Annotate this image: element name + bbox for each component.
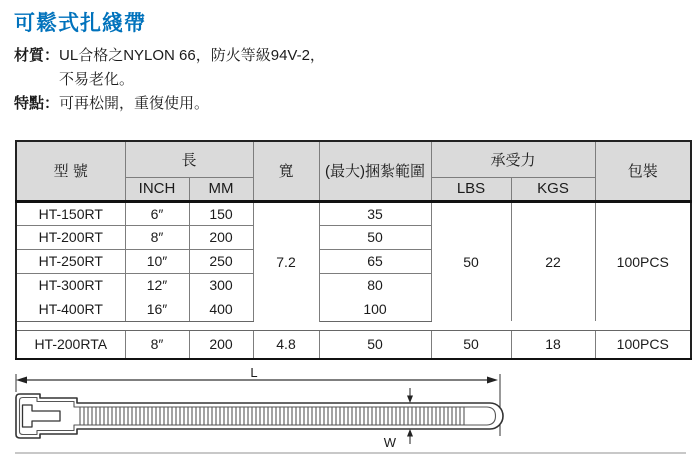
header-kgs: KGS: [511, 177, 595, 201]
cell-mm: 150: [189, 201, 253, 225]
cell-model: HT-300RT: [16, 273, 125, 297]
cell-mm: 250: [189, 249, 253, 273]
w-arrowhead-top: [407, 396, 413, 404]
w-arrowhead-bottom: [407, 429, 413, 437]
cell-range: 35: [319, 201, 431, 225]
header-lbs: LBS: [431, 177, 511, 201]
cell-mm: 400: [189, 297, 253, 321]
feature-label: 特點：: [14, 95, 60, 112]
cell-range: 100: [319, 297, 431, 321]
cell-packing-merged: 100PCS: [616, 253, 669, 270]
cell-mm: 300: [189, 273, 253, 297]
header-range: (最大)捆紮範圍: [319, 141, 431, 201]
material-text: [59, 44, 325, 92]
cell-width: 4.8: [253, 330, 319, 359]
cell-model: HT-150RT: [16, 201, 125, 225]
l-arrowhead-right: [487, 377, 498, 384]
cell-kgs-merged: 22: [511, 201, 595, 321]
feature-text: [59, 92, 209, 116]
header-model: 型 號: [16, 141, 125, 201]
cell-inch: 10″: [125, 249, 189, 273]
cell-inch: 6″: [125, 201, 189, 225]
w-dimension-label: W: [383, 435, 396, 450]
cell-inch: 12″: [125, 273, 189, 297]
page-title: 可鬆式扎綫帶: [14, 12, 146, 35]
cell-width-merged: 7.2: [253, 201, 319, 321]
table-row-extra: [16, 330, 691, 359]
cell-model: HT-400RT: [16, 297, 125, 321]
material-line-1: UL合格之NYLON 66，防火等級94V-2，: [59, 47, 325, 64]
cell-inch: 8″: [125, 225, 189, 249]
feature-line-1: 可再松開，重復使用。: [59, 95, 210, 112]
cell-packing: 100PCS: [616, 336, 669, 353]
header-inch: INCH: [125, 177, 189, 201]
header-width: 寬: [253, 141, 319, 201]
feature-spec-row: [14, 92, 325, 116]
header-mm: MM: [189, 177, 253, 201]
cell-inch: 16″: [125, 297, 189, 321]
cell-model: HT-200RTA: [16, 330, 125, 359]
cell-mm: 200: [189, 330, 253, 359]
cell-mm: 200: [189, 225, 253, 249]
l-arrowhead-left: [16, 377, 27, 384]
material-line-2: 不易老化。: [59, 71, 135, 88]
cable-tie-diagram: [0, 366, 700, 464]
table-section-separator: [16, 321, 691, 330]
l-dimension-label: L: [250, 366, 258, 380]
cell-range: 50: [319, 330, 431, 359]
cell-model: HT-200RT: [16, 225, 125, 249]
header-length: 長: [125, 141, 253, 177]
cell-range: 80: [319, 273, 431, 297]
cell-inch: 8″: [125, 330, 189, 359]
cell-range: 50: [319, 225, 431, 249]
material-spec-row: [14, 44, 325, 92]
cell-model: HT-250RT: [16, 249, 125, 273]
spec-notes: [14, 44, 325, 116]
spec-table: [15, 140, 692, 360]
cell-lbs: 50: [431, 330, 511, 359]
cell-range: 65: [319, 249, 431, 273]
table-row: [16, 201, 691, 225]
cell-lbs-merged: 50: [431, 201, 511, 321]
material-label: 材質：: [14, 47, 60, 64]
cell-kgs: 18: [511, 330, 595, 359]
header-packing: 包裝: [595, 141, 691, 201]
header-strength: 承受力: [431, 141, 595, 177]
